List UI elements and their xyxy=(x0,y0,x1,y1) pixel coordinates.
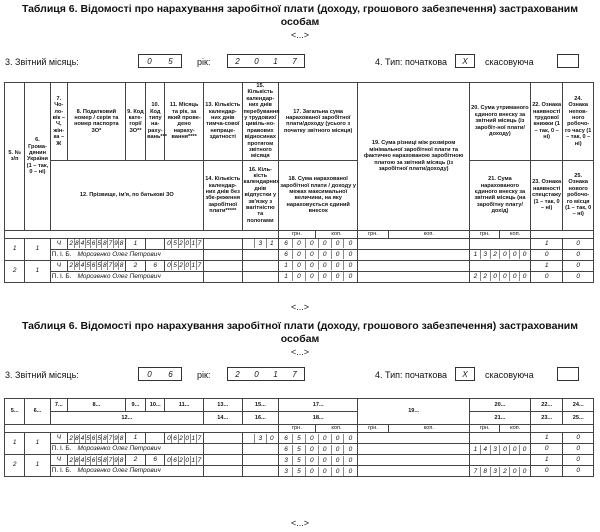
header-col13: 13. Кількість календар-них днів тимча-сової непраце-здатності xyxy=(203,83,242,161)
citizen-value: 1 xyxy=(25,433,50,455)
tax-number-field: 2 8 4 5 6 5 8 7 9 8 xyxy=(69,240,124,248)
pib-field: П. І. Б. Морозенко Олег Петрович xyxy=(50,271,203,282)
grn-label: грн. xyxy=(469,425,499,433)
pib-field: П. І. Б. Морозенко Олег Петрович xyxy=(50,466,203,477)
accrual-type-value xyxy=(146,238,165,249)
ellipsis-marker: <...> xyxy=(290,518,309,528)
kop-label: коп. xyxy=(500,425,530,433)
col23-value: 0 xyxy=(530,466,562,477)
header-col14: 14... xyxy=(203,412,242,425)
header-col22: 22. Ознака наявності трудової книжки (1 – так, 0 – ні) xyxy=(530,83,562,161)
header-col25: 25... xyxy=(563,412,594,425)
citizen-value: 1 xyxy=(25,238,50,260)
ellipsis-marker: <...> xyxy=(290,30,309,40)
header-col5: 5. № з/п xyxy=(5,83,25,231)
header-col21: 21... xyxy=(469,412,530,425)
col23-value: 0 xyxy=(530,271,562,282)
year-field[interactable]: 2 0 1 7 xyxy=(227,54,305,68)
capped-salary-field: 3 5 0 0 0 0 xyxy=(279,466,358,477)
col25-value: 0 xyxy=(563,271,594,282)
header-col7: 7... xyxy=(50,399,67,412)
col22-value: 1 xyxy=(530,455,562,466)
sex-value: Ч xyxy=(50,260,67,271)
row-number: 1 xyxy=(5,433,25,455)
header-col19: 19... xyxy=(358,399,470,425)
grn-label: грн. xyxy=(469,230,499,238)
header-col16: 16. Кіль-кість календарних днів відпустки у зв'язку з вагітністю та пологами xyxy=(242,160,279,230)
col24-value: 0 xyxy=(563,260,594,271)
type-label: 4. Тип: початкова xyxy=(375,370,448,380)
col24-value: 0 xyxy=(563,455,594,466)
header-col19: 19. Сума різниці між розміром мінімальної заробітної плати та фактично нарахованою заробітною платою за звітний місяць (із заробітної плати/доходу) xyxy=(358,83,470,231)
table-row xyxy=(5,260,594,271)
pib-field: П. І. Б. Морозенко Олег Петрович xyxy=(50,249,203,260)
sex-value: Ч xyxy=(50,433,67,444)
row-number: 2 xyxy=(5,260,25,282)
header-col11: 11. Місяць та рік, за який прове-дено нараху-вання**** xyxy=(165,83,204,161)
category-value: 1 xyxy=(125,238,145,249)
type-initial-checkbox[interactable]: X xyxy=(455,54,475,68)
header-col16: 16... xyxy=(242,412,279,425)
tax-number-field: 2 8 4 5 6 5 8 7 9 8 xyxy=(69,434,124,442)
citizen-value: 1 xyxy=(25,260,50,282)
tax-number-field: 2 8 4 5 6 5 8 7 9 8 xyxy=(69,262,124,270)
kop-label: коп. xyxy=(315,425,358,433)
table6-title: Таблиця 6. Відомості про нарахування заробітної плати (доходу, грошового забезпечення) застрахованим особам xyxy=(21,320,579,345)
header-col12: 12... xyxy=(50,412,203,425)
header-col12: 12. Прізвище, ім'я, по батькові ЗО xyxy=(50,160,203,230)
col23-value: 0 xyxy=(530,249,562,260)
total-salary-field: 3 5 0 0 0 0 xyxy=(279,455,358,466)
col25-value: 0 xyxy=(563,444,594,455)
category-value: 2 xyxy=(125,260,145,271)
grn-label: грн. xyxy=(279,425,316,433)
header-col14: 14. Кількість календар-них днів без збе-реження заробітної плати***** xyxy=(203,160,242,230)
header-col23: 23... xyxy=(530,412,562,425)
kop-label: коп. xyxy=(315,230,358,238)
pib-field: П. І. Б. Морозенко Олег Петрович xyxy=(50,444,203,455)
header-col21: 21. Сума нарахованого єдиного внеску за звітний місяць (на заробітну плату/дохід) xyxy=(469,160,530,230)
header-col18: 18. Сума нарахованої заробітної плати / доходу у межах максимальної величини, на яку нараховується єдиний внесок xyxy=(279,160,358,230)
header-col5: 5... xyxy=(5,399,25,425)
header-col15: 15. Кількість календар-них днів перебування у трудових/цивіль-но-правових відносинах протягом звітного місяця xyxy=(243,83,280,160)
accrual-type-value xyxy=(146,433,165,444)
header-col24: 24... xyxy=(563,399,594,412)
category-value: 1 xyxy=(125,433,145,444)
capped-salary-field: 1 0 0 0 0 0 xyxy=(279,271,358,282)
type-initial-checkbox[interactable]: X xyxy=(455,367,475,381)
period-field: 0 5 2 0 1 7 xyxy=(165,260,204,271)
category-value: 2 xyxy=(125,455,145,466)
contribution-field: 7 8 3 2 0 0 xyxy=(469,466,530,477)
total-salary-field: 6 5 0 0 0 0 xyxy=(279,433,358,444)
total-salary-field: 6 0 0 0 0 0 xyxy=(279,238,358,249)
period-row xyxy=(5,45,595,75)
month-field[interactable]: 0 6 xyxy=(138,367,182,381)
table-row xyxy=(5,455,594,466)
period-field: 0 6 2 0 1 7 xyxy=(165,455,204,466)
col24-value: 0 xyxy=(563,238,594,249)
accrual-table xyxy=(4,82,594,283)
ellipsis-marker: <...> xyxy=(290,347,309,357)
month-label: 3. Звітний місяць: xyxy=(5,370,79,380)
contribution-field: 1 4 3 0 0 0 xyxy=(469,444,530,455)
header-col11: 11... xyxy=(165,399,204,412)
period-field: 0 6 2 0 1 7 xyxy=(165,433,204,444)
header-col25: 25. Ознака нового робочо-го місця (1 – так, 0 – ні) xyxy=(563,160,594,230)
type-cancel-checkbox[interactable] xyxy=(557,367,579,381)
contribution-field: 1 3 2 0 0 0 xyxy=(469,249,530,260)
type-label: 4. Тип: початкова xyxy=(375,57,448,67)
header-col17: 17. Загальна сума нарахованої заробітної плати/доходу (усього з початку звітного місяця) xyxy=(279,83,358,161)
grn-label: грн. xyxy=(358,230,388,238)
table-row xyxy=(5,433,594,444)
tax-number-field: 2 8 4 5 6 5 8 7 9 8 xyxy=(69,456,124,464)
header-col17: 17... xyxy=(279,399,358,412)
sex-value: Ч xyxy=(50,455,67,466)
month-field[interactable]: 0 5 xyxy=(138,54,182,68)
row-number: 2 xyxy=(5,455,25,477)
accrual-table xyxy=(4,398,594,477)
accrual-type-value: 6 xyxy=(146,260,165,271)
col24-value: 0 xyxy=(563,433,594,444)
period-field: 0 5 2 0 1 7 xyxy=(165,238,204,249)
period-row xyxy=(5,358,595,388)
year-label: рік: xyxy=(197,370,211,380)
header-col18: 18... xyxy=(279,412,358,425)
grn-label: грн. xyxy=(358,425,388,433)
total-salary-field: 1 0 0 0 0 0 xyxy=(279,260,358,271)
header-col22: 22... xyxy=(530,399,562,412)
table-row xyxy=(5,238,594,249)
kop-label: коп. xyxy=(388,230,469,238)
header-col8: 8... xyxy=(67,399,125,412)
grn-label: грн. xyxy=(279,230,316,238)
header-col6: 6... xyxy=(25,399,50,425)
col22-value: 1 xyxy=(530,260,562,271)
employment-days-field: 3 0 xyxy=(242,433,279,444)
header-col6: 6. Грома-дянин України (1 – так, 0 – ні) xyxy=(25,83,50,231)
col25-value: 0 xyxy=(563,249,594,260)
col25-value: 0 xyxy=(563,466,594,477)
header-col9: 9... xyxy=(125,399,145,412)
header-col23: 23. Ознака наявності спецстажу (1 – так, 0 – ні) xyxy=(530,160,562,230)
employment-days-field: 3 1 xyxy=(242,238,279,249)
row-number: 1 xyxy=(5,238,25,260)
header-col8: 8. Податковий номер / серія та номер паспорта ЗО* xyxy=(67,83,125,161)
header-col9: 9. Код кате-горії ЗО** xyxy=(125,83,145,161)
col22-value: 1 xyxy=(530,238,562,249)
month-label: 3. Звітний місяць: xyxy=(5,57,79,67)
header-col13: 13... xyxy=(203,399,242,412)
header-col20: 20. Сума утриманого єдиного внеску за звітний місяць (із заробіт-ної плати/доходу) xyxy=(469,83,530,161)
cancel-label: скасовуюча xyxy=(485,370,534,380)
accrual-type-value: 6 xyxy=(146,455,165,466)
sex-value: Ч xyxy=(50,238,67,249)
header-col10: 10. Код типу на-раху-вань*** xyxy=(146,83,165,161)
header-col24: 24. Ознака непов-ного робочо-го часу (1 – так, 0 – ні) xyxy=(563,83,594,161)
capped-salary-field: 6 5 0 0 0 0 xyxy=(279,444,358,455)
contribution-field: 2 2 0 0 0 0 xyxy=(469,271,530,282)
col23-value: 0 xyxy=(530,444,562,455)
ellipsis-marker: <...> xyxy=(290,302,309,312)
header-col20: 20... xyxy=(469,399,530,412)
kop-label: коп. xyxy=(500,230,530,238)
year-field[interactable]: 2 0 1 7 xyxy=(227,367,305,381)
header-col7: 7. Чо-ло-вік – Ч, жін-ка – Ж xyxy=(50,83,67,161)
table6-title: Таблиця 6. Відомості про нарахування заробітної плати (доходу, грошового забезпечення) застрахованим особам xyxy=(21,3,579,28)
citizen-value: 1 xyxy=(25,455,50,477)
header-col15: 15... xyxy=(242,399,279,412)
cancel-label: скасовуюча xyxy=(485,57,534,67)
capped-salary-field: 6 0 0 0 0 0 xyxy=(279,249,358,260)
kop-label: коп. xyxy=(388,425,469,433)
type-cancel-checkbox[interactable] xyxy=(557,54,579,68)
header-col10: 10... xyxy=(146,399,165,412)
year-label: рік: xyxy=(197,57,211,67)
col22-value: 1 xyxy=(530,433,562,444)
